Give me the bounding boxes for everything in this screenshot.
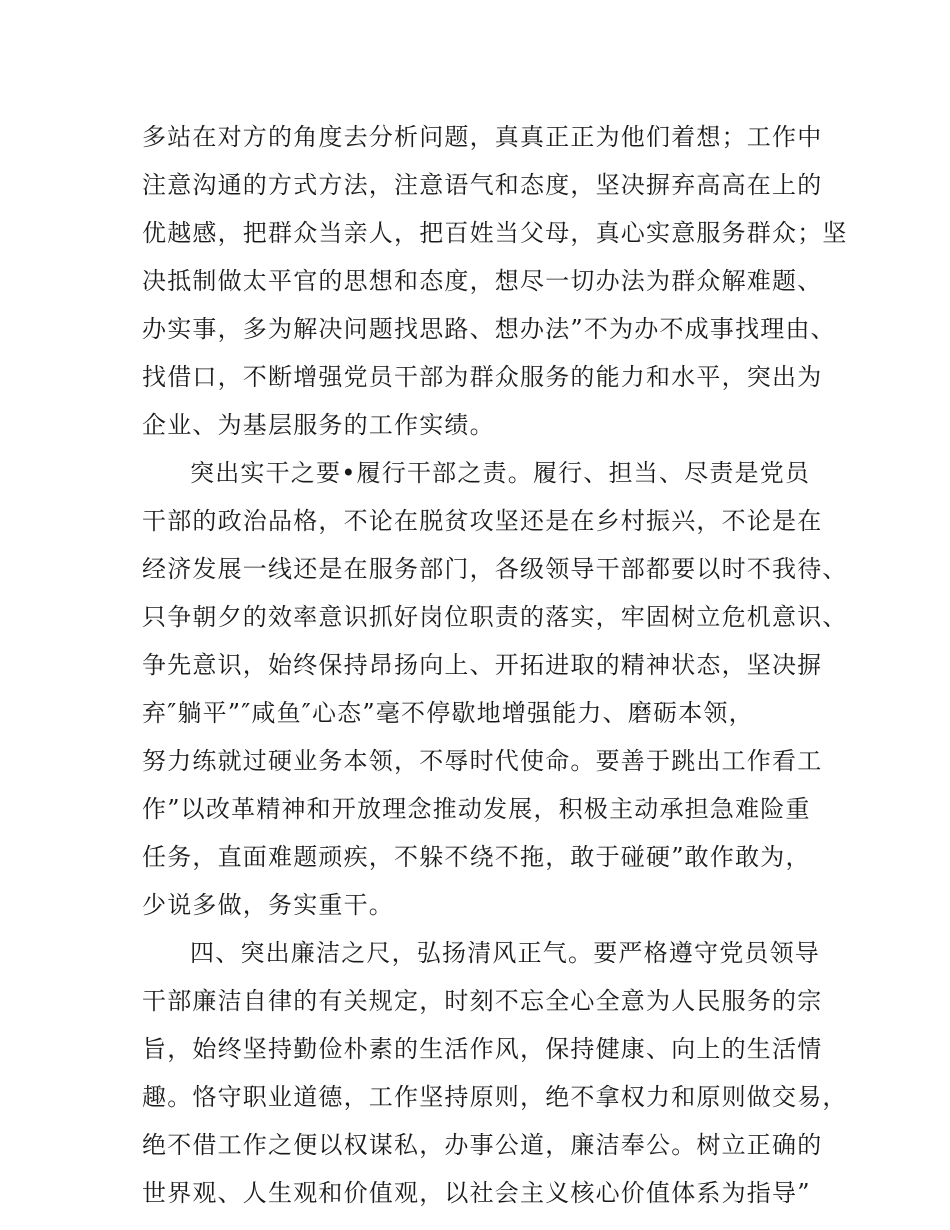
text-line: 争先意识，始终保持昂扬向上、开拓进取的精神状态，坚决摒 xyxy=(142,651,823,679)
text-line: 经济发展一线还是在服务部门，各级领导干部都要以时不我待、 xyxy=(142,555,848,583)
text-line: 旨，始终坚持勤俭朴素的生活作风，保持健康、向上的生活情 xyxy=(142,1035,823,1063)
text-line: 注意沟通的方式方法，注意语气和态度，坚决摒弃高高在上的 xyxy=(142,171,823,199)
text-line: 绝不借工作之便以权谋私，办事公道，廉洁奉公。树立正确的 xyxy=(142,1131,823,1159)
text-line: 少说多做，务实重干。 xyxy=(142,891,394,919)
text-line: 决抵制做太平官的思想和态度，想尽一切办法为群众解难题、 xyxy=(142,267,823,295)
text-line: 趣。恪守职业道德，工作坚持原则，绝不拿权力和原则做交易， xyxy=(142,1083,848,1111)
text-line: 只争朝夕的效率意识抓好岗位职责的落实，牢固树立危机意识、 xyxy=(142,603,848,631)
paragraph-start-line: 四、突出廉洁之尺，弘扬清风正气。要严格遵守党员领导 xyxy=(190,939,820,967)
text-line: 任务，直面难题顽疾，不躲不绕不拖，敢于碰硬”敢作敢为， xyxy=(142,843,811,871)
text-line: 找借口，不断增强党员干部为群众服务的能力和水平，突出为 xyxy=(142,363,823,391)
text-line: 世界观、人生观和价值观，以社会主义核心价值体系为指导” xyxy=(142,1179,811,1207)
text-line: 办实事，多为解决问题找思路、想办法”不为办不成事找理由、 xyxy=(142,315,836,343)
paragraph-start-line: 突出实干之要•履行干部之责。履行、担当、尽责是党员 xyxy=(190,459,811,487)
text-line: 干部廉洁自律的有关规定，时刻不忘全心全意为人民服务的宗 xyxy=(142,987,823,1015)
text-line: 优越感，把群众当亲人，把百姓当父母，真心实意服务群众；坚 xyxy=(142,219,848,247)
text-line: 弃″躺平”″咸鱼″心态”毫不停歇地增强能力、磨砺本领， xyxy=(142,699,754,727)
text-line: 努力练就过硬业务本领，不辱时代使命。要善于跳出工作看工 xyxy=(142,747,823,775)
text-line: 多站在对方的角度去分析问题，真真正正为他们着想；工作中 xyxy=(142,123,823,151)
text-line: 作”以改革精神和开放理念推动发展，积极主动承担急难险重 xyxy=(142,795,811,823)
text-line: 企业、为基层服务的工作实绩。 xyxy=(142,411,495,439)
text-line: 干部的政治品格，不论在脱贫攻坚还是在乡村振兴，不论是在 xyxy=(142,507,823,535)
document-body xyxy=(142,113,848,1217)
